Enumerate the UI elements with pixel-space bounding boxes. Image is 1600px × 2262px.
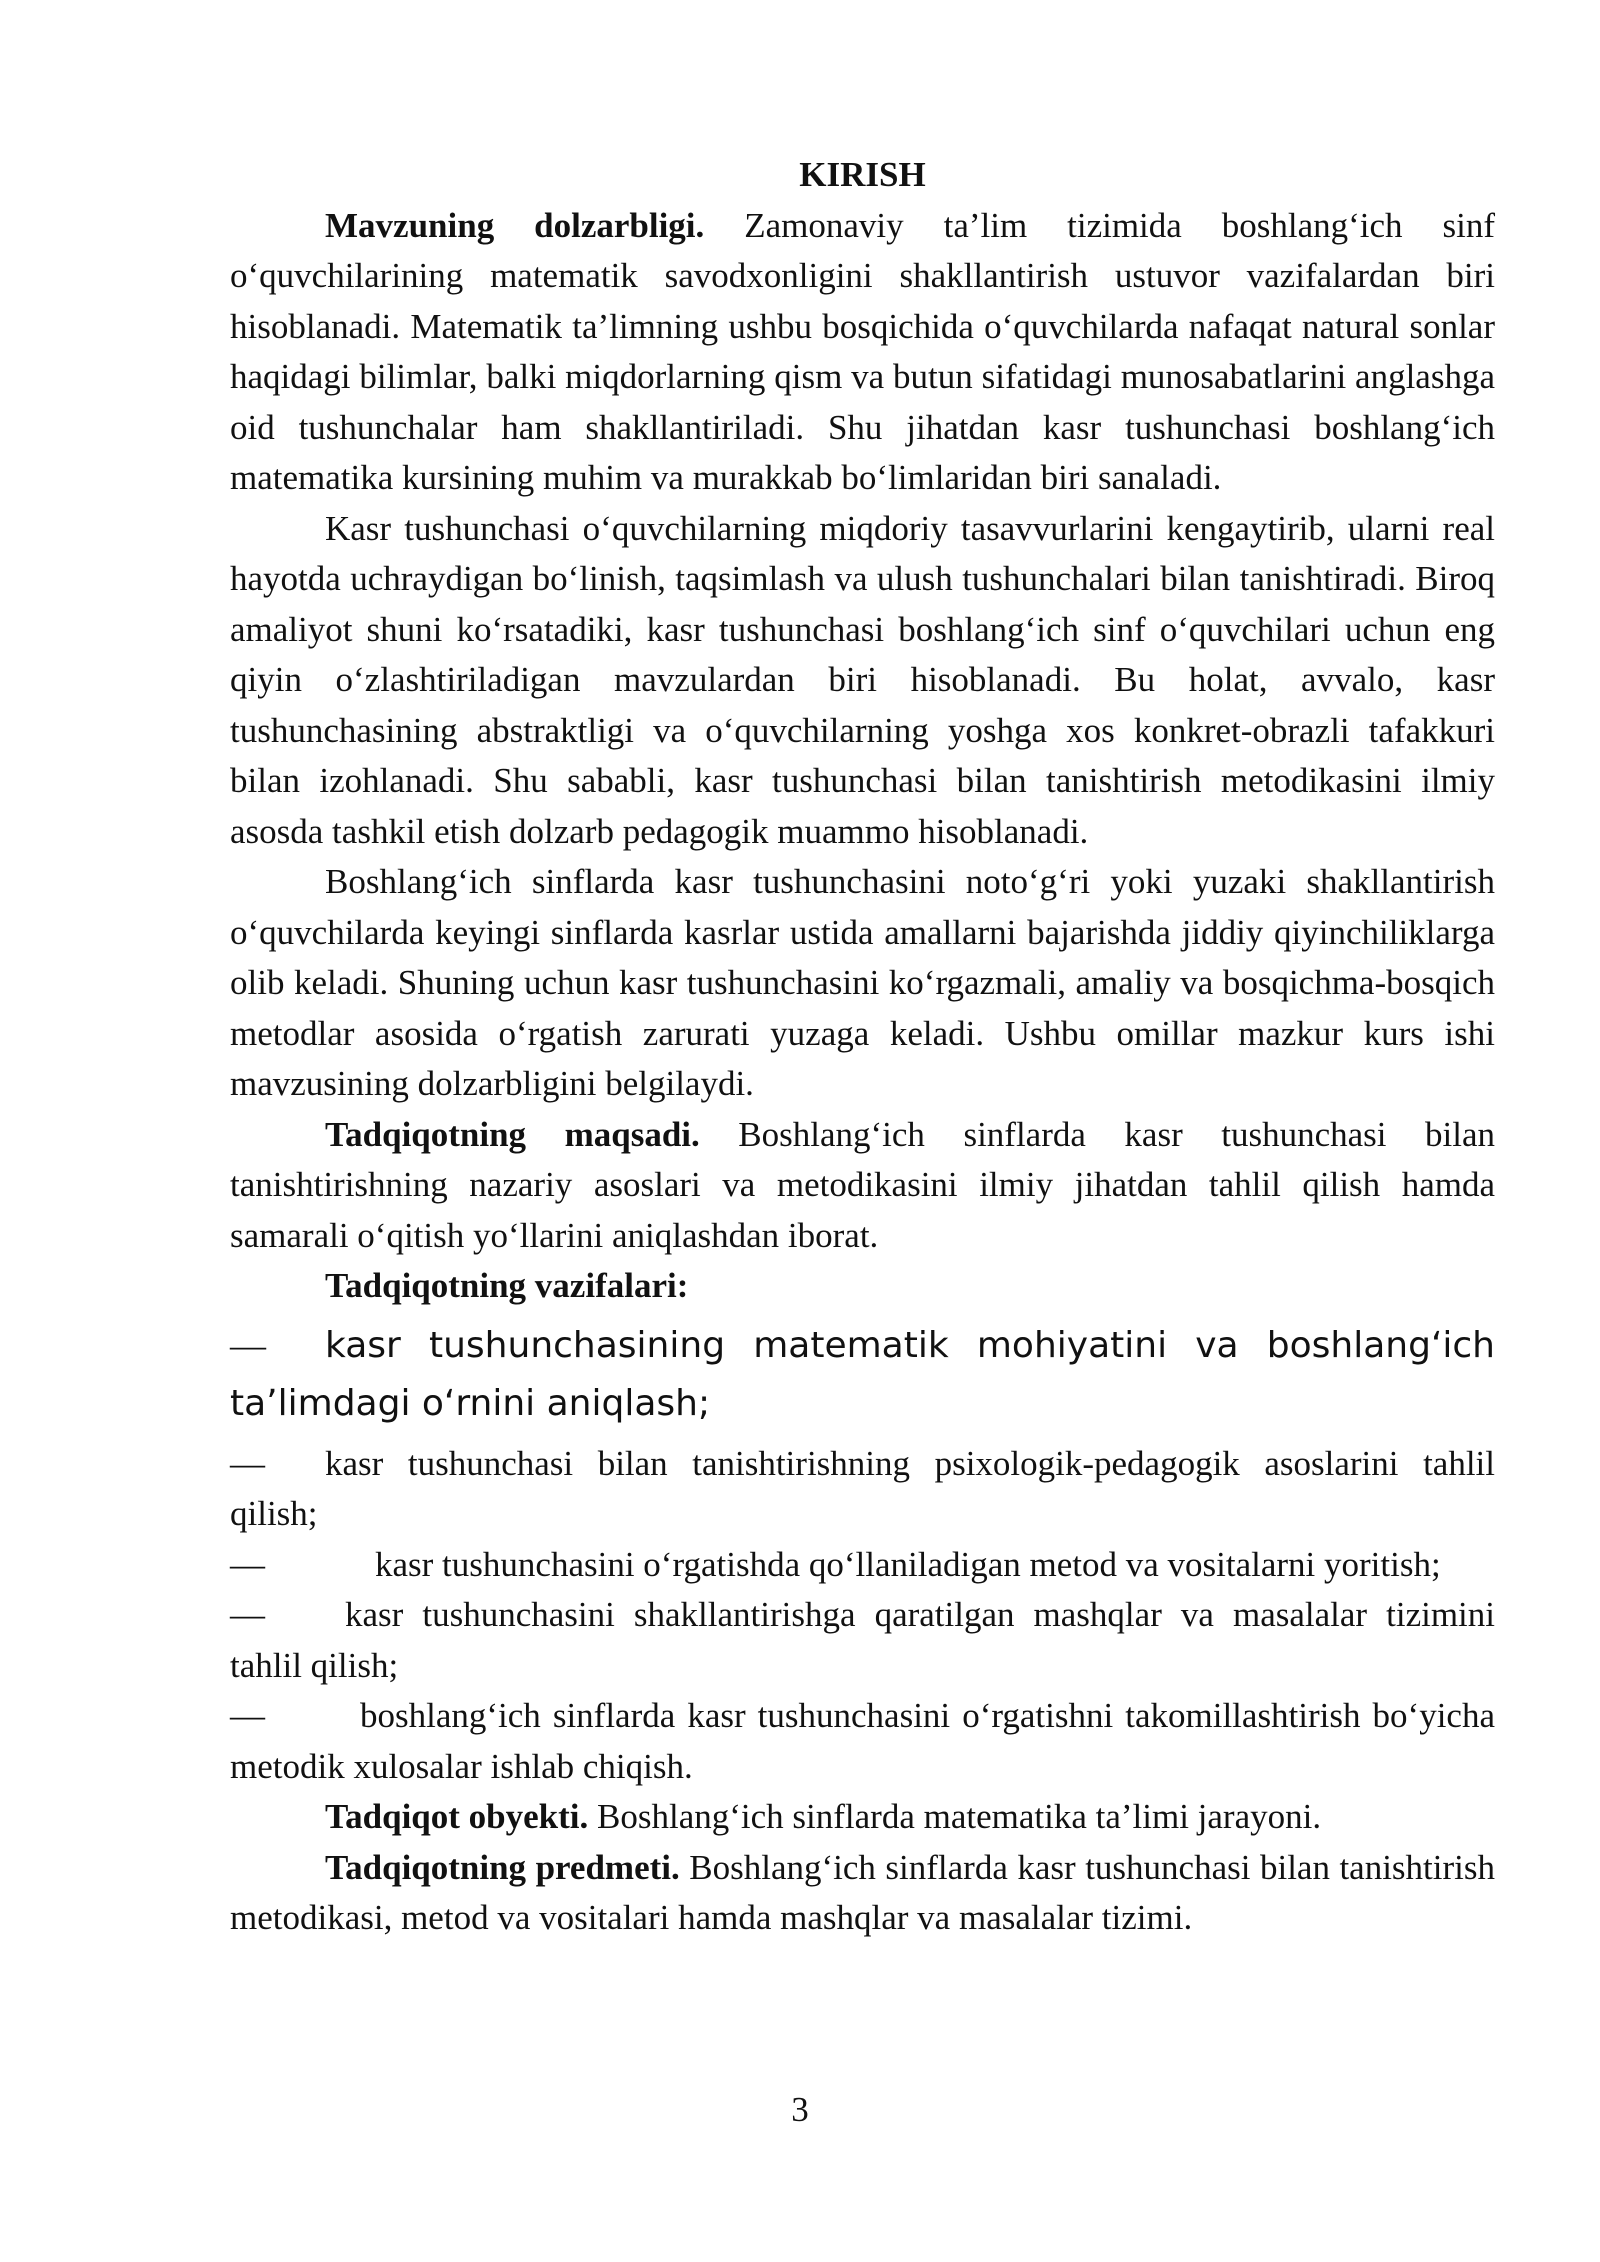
subject-label: Tadqiqotning predmeti. [325,1847,680,1887]
task-text-1: kasr tushunchasining matematik mohiyatini va boshlang‘ich ta’limdagi o‘rnini aniqlash; [230,1324,1495,1424]
relevance-paragraph-3: Boshlang‘ich sinflarda kasr tushunchasini noto‘g‘ri yoki yuzaki shakllantirish o‘quvchilarda keyingi sinflarda kasrlar ustida amallarni bajarishda jiddiy qiyinchiliklarga olib keladi. Shuning uchun kasr tushunchasini ko‘rgazmali, amaliy va bosqichma-bosqich metodlar asosida o‘rgatish zarurati yuzaga keladi. Ushbu omillar mazkur kurs ishi mavzusining dolzarbligini belgilaydi. [230,862,1495,1103]
tasks-label: Tadqiqotning vazifalari: [325,1266,689,1305]
relevance-paragraph-2: Kasr tushunchasi o‘quvchilarning miqdoriy tasavvurlarini kengaytirib, ularni real hayotda uchraydigan bo‘linish, taqsimlash va ulush tushunchalari bilan tanishtiradi. Biroq amaliyot shuni ko‘rsatadiki, kasr tushunchasi boshlang‘ich sinf o‘quvchilari uchun eng qiyin o‘zlashtiriladigan mavzulardan biri hisoblanadi. Bu holat, avvalo, kasr tushunchasining abstraktligi va o‘quvchilarning yoshga xos konkret-obrazli tafakkuri bilan izohlanadi. Shu sababli, kasr tushunchasi bilan tanishtirish metodikasini ilmiy asosda tashkil etish dolzarb pedagogik muammo hisoblanadi. [230,508,1495,851]
document-page [230,150,1495,1944]
relevance-label: Mavzuning dolzarbligi. [325,205,705,245]
task-text-3: kasr tushunchasini o‘rgatishda qo‘llaniladigan metod va vositalarni yoritish; [375,1544,1441,1584]
goal-text: Boshlang‘ich sinflarda kasr tushunchasi bilan tanishtirishning nazariy asoslari va metodikasini ilmiy jihatdan tahlil qilish hamda samarali o‘qitish yo‘llarini aniqlashdan iborat. [230,1114,1496,1255]
task-text-4: kasr tushunchasini shakllantirishga qaratilgan mashqlar va masalalar tizimini tahlil qilish; [230,1595,1495,1685]
dash-bullet: — [230,1696,265,1735]
object-paragraph [230,1792,1495,1843]
object-label: Tadqiqot obyekti. [325,1797,589,1836]
task-item-1 [230,1316,1495,1433]
dash-bullet: — [230,1544,265,1584]
task-item-4 [230,1590,1495,1691]
task-text-2: kasr tushunchasi bilan tanishtirishning psixologik-pedagogik asoslarini tahlil qilish; [230,1443,1495,1533]
relevance-text-1: Zamonaviy ta’lim tizimida boshlang‘ich sinf o‘quvchilarining matematik savodxonligini shakllantirish ustuvor vazifalardan biri hisoblanadi. Matematik ta’limning ushbu bosqichida o‘quvchilarda nafaqat natural sonlar haqidagi bilimlar, balki miqdorlarning qism va butun sifatidagi munosabatlarini anglashga oid tushunchalar ham shakllantiriladi. Shu jihatdan kasr tushunchasi boshlang‘ich matematika kursining muhim va murakkab bo‘limlaridan biri sanaladi. [230,205,1496,497]
task-item-5 [230,1691,1495,1792]
task-text-5: boshlang‘ich sinflarda kasr tushunchasini o‘rgatishni takomillashtirish bo‘yicha metodik xulosalar ishlab chiqish. [230,1696,1495,1786]
relevance-paragraph-1 [230,201,1495,504]
tasks-heading [230,1261,1495,1312]
dash-bullet: — [230,1324,266,1365]
page-number: 3 [791,2090,809,2129]
goal-paragraph [230,1110,1495,1262]
subject-paragraph [230,1843,1495,1944]
section-heading: KIRISH [799,155,926,194]
object-text: Boshlang‘ich sinflarda matematika ta’limi jarayoni. [597,1797,1322,1836]
subject-text: Boshlang‘ich sinflarda kasr tushunchasi bilan tanishtirish metodikasi, metod va vositalari hamda mashqlar va masalalar tizimi. [230,1847,1496,1937]
task-item-2 [230,1439,1495,1540]
goal-label: Tadqiqotning maqsadi. [325,1114,700,1154]
dash-bullet: — [230,1595,265,1634]
task-item-3 [230,1540,1495,1591]
dash-bullet: — [230,1443,265,1483]
